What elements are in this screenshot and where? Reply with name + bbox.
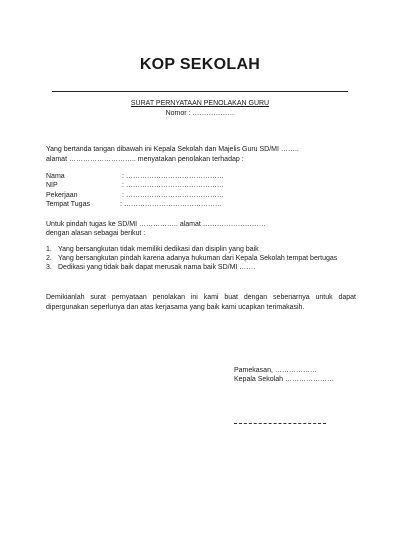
list-item-number: 3. [46,264,52,271]
field-label-nama: Nama [46,173,65,180]
transfer-line-1: Untuk pindah tugas ke SD/MI …………….. alamat ……………………… [46,221,266,228]
list-item [46,245,366,254]
transfer-line-2: dengan alasan sebagai berikut : [46,230,146,237]
list-item-number: 2. [46,255,52,262]
closing-paragraph: Demikianlah surat pernyataan penolakan ini kami buat dengan sebenarnya untuk dapat dipergunakan seperlunya dan atas kerjasama yang baik kami ucapkan terimakasih. [46,294,356,311]
list-item-text: Yang bersangkutan tidak memiliki dedikasi dan disiplin yang baik [58,246,259,253]
list-item [46,263,366,272]
field-value-pekerjaan: : …………………………………… [122,192,224,199]
list-item-text: Yang bersangkutan pindah karena adanya hukuman dari Kepala Sekolah tempat bertugas [58,255,338,262]
signature-position: Kepala Sekolah ………………… [234,376,334,383]
intro-line-2: alamat ……………………….. menyatakan penolakan terhadap : [46,156,244,163]
letter-number: Nomor : ……………… [165,110,235,117]
field-label-tempat-tugas: Tempat Tugas [46,201,90,208]
field-value-tempat-tugas: : …………………………………… [120,201,222,208]
intro-line-1: Yang bertanda tangan dibawah ini Kepala Sekolah dan Majelis Guru SD/MI …….. [46,146,299,153]
field-label-pekerjaan: Pekerjaan [46,192,78,199]
letter-subject: SURAT PERNYATAAN PENOLAKAN GURU [130,100,270,107]
field-value-nama: : …………………………………… [122,173,224,180]
signature-line [234,423,326,424]
reasons-list [46,245,366,272]
field-label-nip: NIP [46,182,58,189]
signature-place-date: Pamekasan, ……………… [234,367,317,374]
list-item-number: 1. [46,246,52,253]
letterhead-divider [52,91,348,92]
letterhead-title: KOP SEKOLAH [139,56,261,73]
field-value-nip: : …………………………………… [122,182,224,189]
list-item-text: Dedikasi yang tidak baik dapat merusak nama baik SD/MI ……. [58,264,256,271]
list-item [46,254,366,263]
